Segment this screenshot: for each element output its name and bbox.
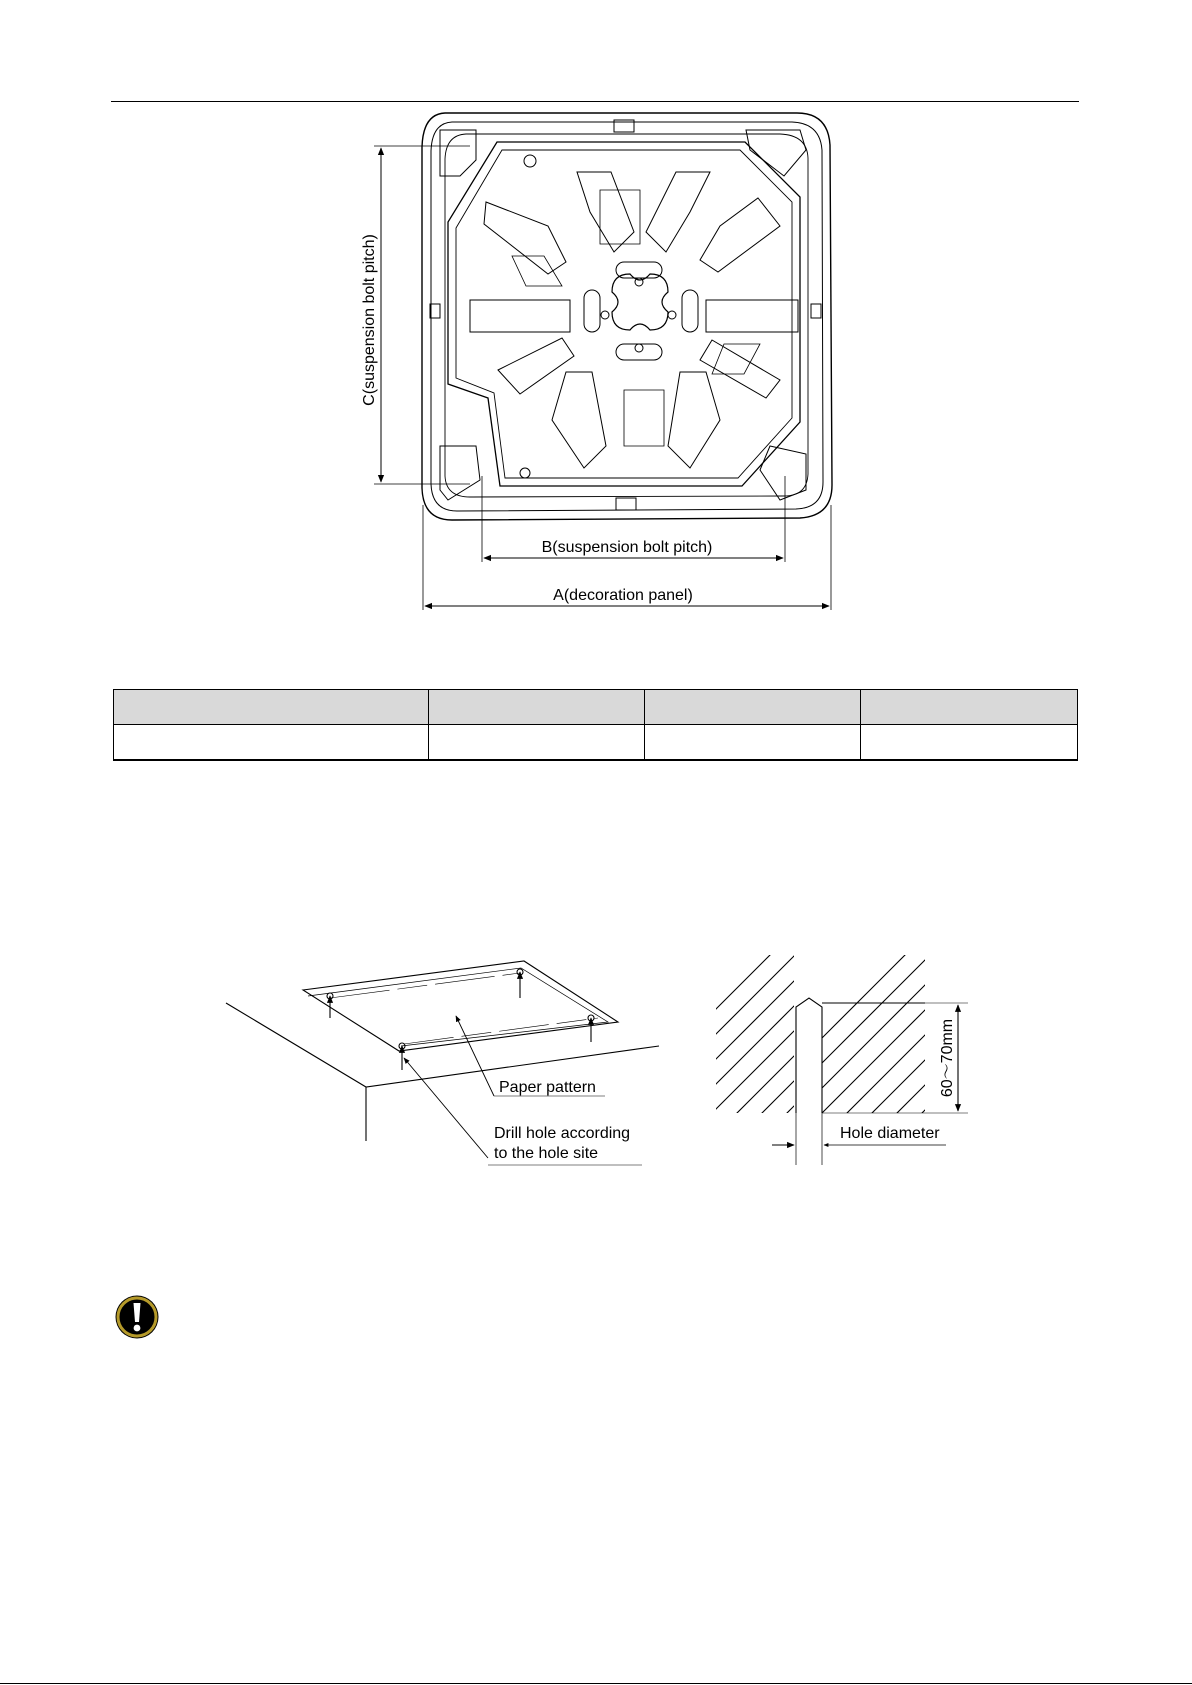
footer-rule [0, 1683, 1192, 1684]
paper-pattern-label: Paper pattern [499, 1079, 596, 1096]
dimension-b-label: B(suspension bolt pitch) [541, 539, 713, 556]
table-cell [429, 725, 645, 761]
table-header-row [114, 690, 1078, 725]
table-header-cell [114, 690, 429, 725]
table-header-cell [861, 690, 1078, 725]
dimension-a-label: A(decoration panel) [553, 587, 693, 604]
table-row [114, 725, 1078, 761]
table-cell [861, 725, 1078, 761]
exclamation-icon [114, 1294, 160, 1340]
table-cell [645, 725, 861, 761]
hole-outline [796, 998, 822, 1113]
table-header-cell [429, 690, 645, 725]
unit-outline-drawing [0, 0, 1192, 640]
hole-section-drawing [700, 950, 1000, 1170]
dimension-table [113, 689, 1078, 761]
table-cell [114, 725, 429, 761]
center-hub [520, 155, 698, 478]
table-header-cell [645, 690, 861, 725]
paper-sheet [303, 961, 618, 1051]
hole-diameter-label: Hole diameter [840, 1125, 940, 1142]
drill-hole-label-line2: to the hole site [494, 1145, 599, 1162]
hole-depth-label: 60～70mm [939, 1018, 956, 1098]
dimension-c-label: C(suspension bolt pitch) [361, 234, 378, 406]
drill-hole-label-line1: Drill hole according [494, 1125, 631, 1142]
decoration-panel-outline [422, 113, 832, 520]
blade-pattern [470, 172, 798, 468]
paper-pattern-drawing [0, 940, 700, 1180]
